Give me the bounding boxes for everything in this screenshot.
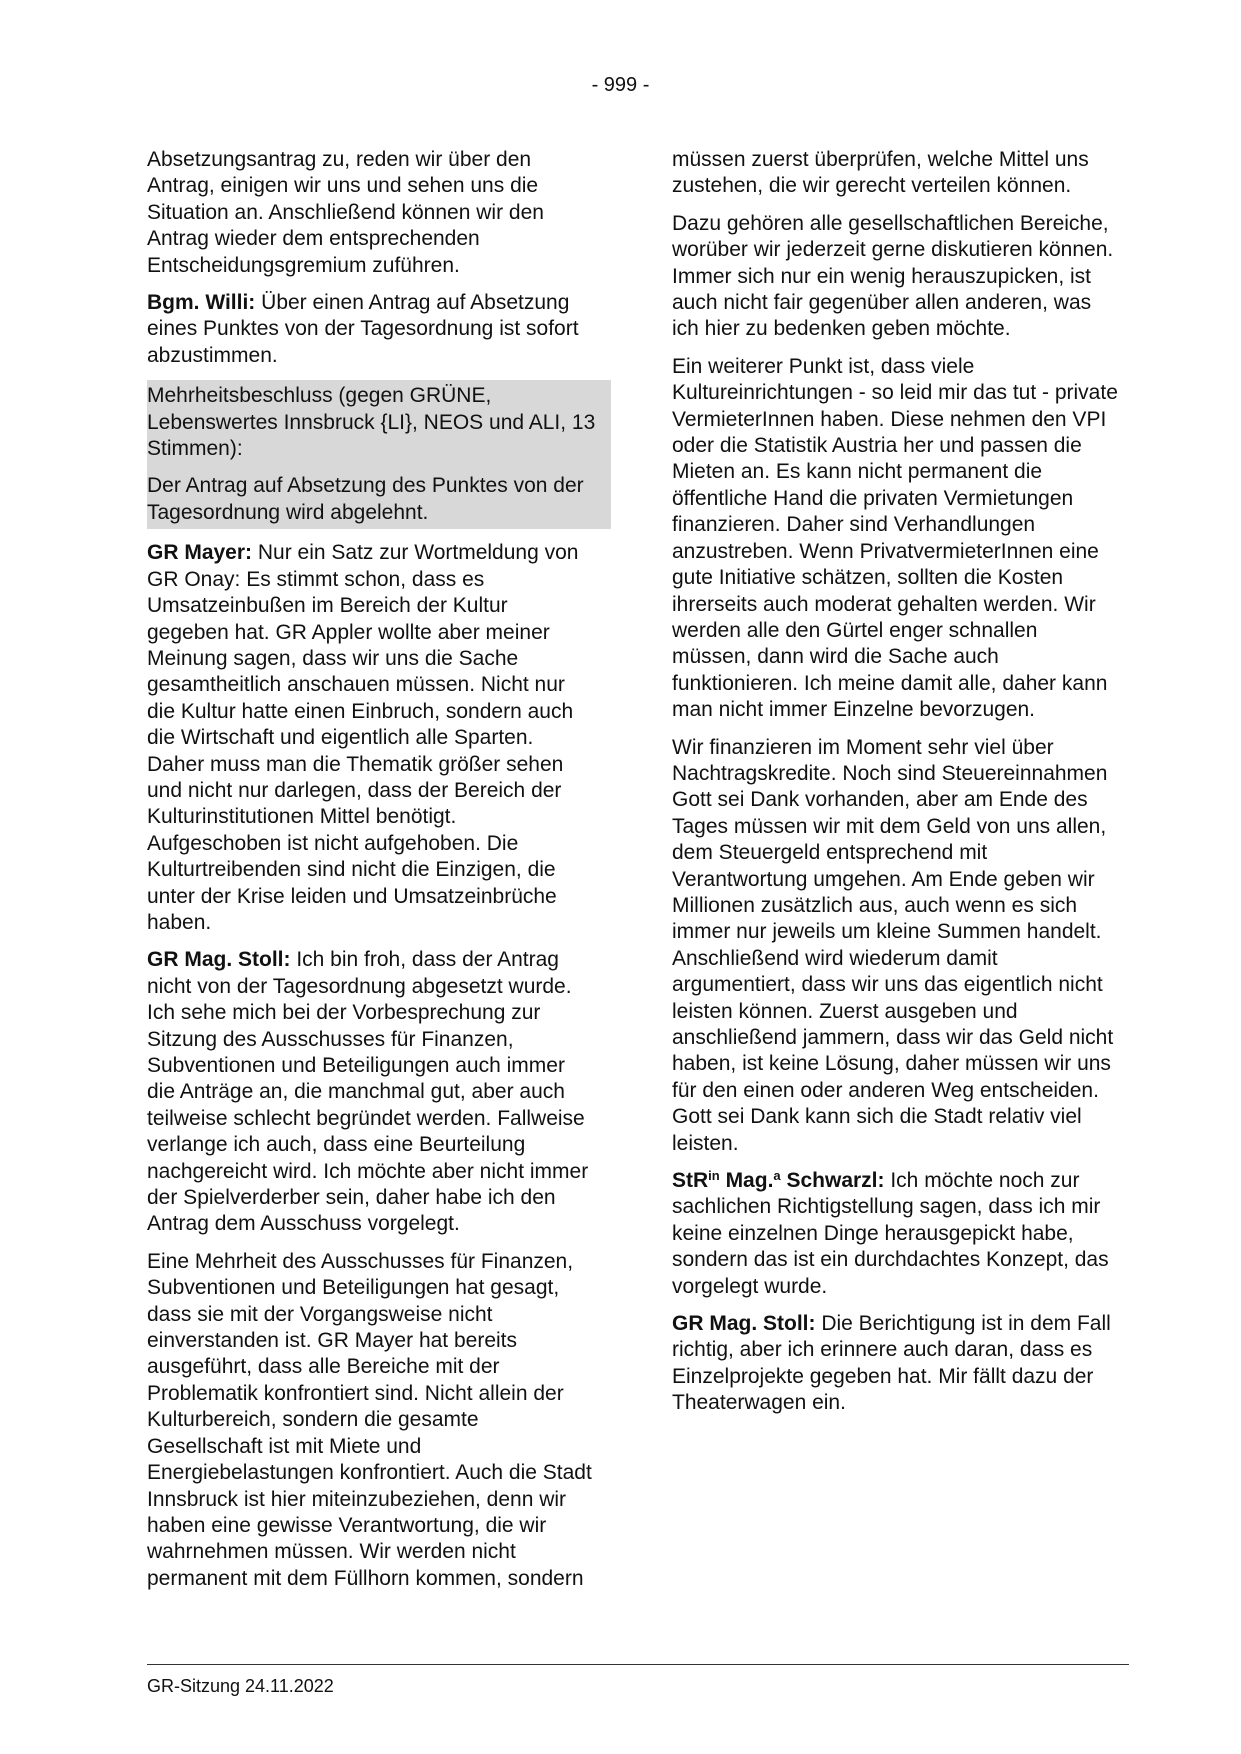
speech-gr-stoll bbox=[147, 947, 595, 1237]
paragraph: Dazu gehören alle gesellschaftlichen Bereiche, worüber wir jederzeit gerne diskutieren können. Immer sich nur ein wenig herauszupicken, ist auch nicht fair gegenüber allen anderen, was ich hier zu bedenken geben möchte. bbox=[672, 211, 1114, 341]
decision-box bbox=[147, 380, 611, 529]
speaker-degree-suffix: a bbox=[773, 1168, 781, 1184]
left-column bbox=[147, 147, 595, 1592]
right-column bbox=[672, 147, 1120, 1428]
speaker-title-suffix: in bbox=[708, 1168, 720, 1184]
speech-text: Ich bin froh, dass der Antrag nicht von der Tagesordnung abgesetzt wurde. Ich sehe mich bei der Vorbesprechung zur Sitzung des Ausschusses für Finanzen, Subventionen und Beteiligungen auch immer die Anträge an, die manchmal gut, aber auch teilweise schlecht begründet werden. Fallweise verlange ich auch, dass eine Beurteilung nachgereicht wird. Ich möchte aber nicht immer der Spielverderber sein, daher habe ich den Antrag dem Ausschuss vorgelegt. bbox=[147, 948, 589, 1236]
speech-gr-stoll bbox=[672, 1311, 1120, 1417]
decision-result: Der Antrag auf Absetzung des Punktes von der Tagesordnung wird abgelehnt. bbox=[147, 474, 584, 524]
paragraph: müssen zuerst überprüfen, welche Mittel uns zustehen, die wir gerecht verteilen können. bbox=[672, 148, 1089, 198]
paragraph: Eine Mehrheit des Ausschusses für Finanzen, Subventionen und Beteiligungen hat gesagt, dass sie mit der Vorgangsweise nicht einverstanden ist. GR Mayer hat bereits ausgeführt, dass alle Bereiche mit der Problematik konfrontiert sind. Nicht allein der Kulturbereich, sondern die gesamte Gesellschaft ist mit Miete und Energiebelastungen konfrontiert. Auch die Stadt Innsbruck ist hier miteinzubeziehen, denn wir haben eine gewisse Verantwortung, die wir wahrnehmen müssen. Wir werden nicht permanent mit dem Füllhorn kommen, sondern bbox=[147, 1249, 592, 1590]
speaker-name: GR Mayer: bbox=[147, 541, 253, 565]
decision-vote: Mehrheitsbeschluss (gegen GRÜNE, Lebenswertes Innsbruck {LI}, NEOS und ALI, 13 Stimmen): bbox=[147, 384, 596, 461]
paragraph: Wir finanzieren im Moment sehr viel über Nachtragskredite. Noch sind Steuereinnahmen Gott sei Dank vorhanden, aber am Ende des Tages müssen wir mit dem Geld von uns allen, dem Steuergeld entsprechend mit Verantwortung umgehen. Am Ende geben wir Millionen zusätzlich aus, auch wenn es sich immer nur jeweils um kleine Summen handelt. Anschließend wird wiederum damit argumentiert, dass wir uns das eigentlich nicht leisten können. Zuerst ausgeben und anschließend jammern, dass wir das Geld nicht haben, ist keine Lösung, daher müssen wir uns für den einen oder anderen Weg entscheiden. Gott sei Dank kann sich die Stadt relativ viel leisten. bbox=[672, 735, 1114, 1155]
speech-text: Nur ein Satz zur Wortmeldung von GR Onay: Es stimmt schon, dass es Umsatzeinbußen im Bereich der Kultur gegeben hat. GR Appler wollte aber meiner Meinung sagen, dass wir uns die Sache gesamtheitlich anschauen müssen. Nicht nur die Kultur hatte einen Einbruch, sondern auch die Wirtschaft und eigentlich alle Sparten. Daher muss man die Thematik größer sehen und nicht nur darlegen, dass der Bereich der Kulturinstitutionen Mittel benötigt. Aufgeschoben ist nicht aufgehoben. Die Kulturtreibenden sind nicht die Einzigen, die unter der Krise leiden und Umsatzeinbrüche haben. bbox=[147, 541, 579, 934]
footer-session-date: GR-Sitzung 24.11.2022 bbox=[147, 1676, 334, 1696]
speech-gr-mayer bbox=[147, 540, 595, 936]
speech-str-schwarzl bbox=[672, 1168, 1120, 1300]
footer-divider bbox=[147, 1664, 1129, 1665]
speaker-name: Bgm. Willi: bbox=[147, 291, 256, 315]
speech-text: Die Berichtigung ist in dem Fall richtig, aber ich erinnere auch daran, dass es Einzelprojekte gegeben hat. Mir fällt dazu der Theaterwagen ein. bbox=[672, 1312, 1111, 1415]
paragraph: Ein weiterer Punkt ist, dass viele Kultureinrichtungen - so leid mir das tut - private VermieterInnen haben. Diese nehmen den VPI oder die Statistik Austria her und passen die Mieten an. Es kann nicht permanent die öffentliche Hand die privaten Vermietungen finanzieren. Daher sind Verhandlungen anzustreben. Wenn PrivatvermieterInnen eine gute Initiative schätzen, sollten die Kosten ihrerseits auch moderat gehalten werden. Wir werden alle den Gürtel enger schnallen müssen, dann wird die Sache auch funktionieren. Ich meine damit alle, daher kann man nicht immer Einzelne bevorzugen. bbox=[672, 354, 1118, 722]
speech-bgm-willi bbox=[147, 290, 595, 369]
page-number: - 999 - bbox=[591, 74, 650, 96]
speaker-surname: Schwarzl: bbox=[780, 1169, 885, 1193]
speaker-name bbox=[672, 1169, 885, 1192]
speaker-title: StR bbox=[672, 1169, 709, 1193]
speech-text: Ich möchte noch zur sachlichen Richtigstellung sagen, dass ich mir keine einzelnen Dinge herausgepickt habe, sondern das ist ein durchdachtes Konzept, das vorgelegt wurde. bbox=[672, 1169, 1109, 1298]
speaker-name: GR Mag. Stoll: bbox=[147, 948, 291, 972]
speaker-degree: Mag. bbox=[719, 1169, 774, 1193]
speaker-name: GR Mag. Stoll: bbox=[672, 1312, 816, 1336]
speech-text: Über einen Antrag auf Absetzung eines Punktes von der Tagesordnung ist sofort abzustimmen. bbox=[147, 291, 579, 367]
paragraph: Absetzungsantrag zu, reden wir über den Antrag, einigen wir uns und sehen uns die Situation an. Anschließend können wir den Antrag wieder dem entsprechenden Entscheidungsgremium zuführen. bbox=[147, 148, 544, 277]
